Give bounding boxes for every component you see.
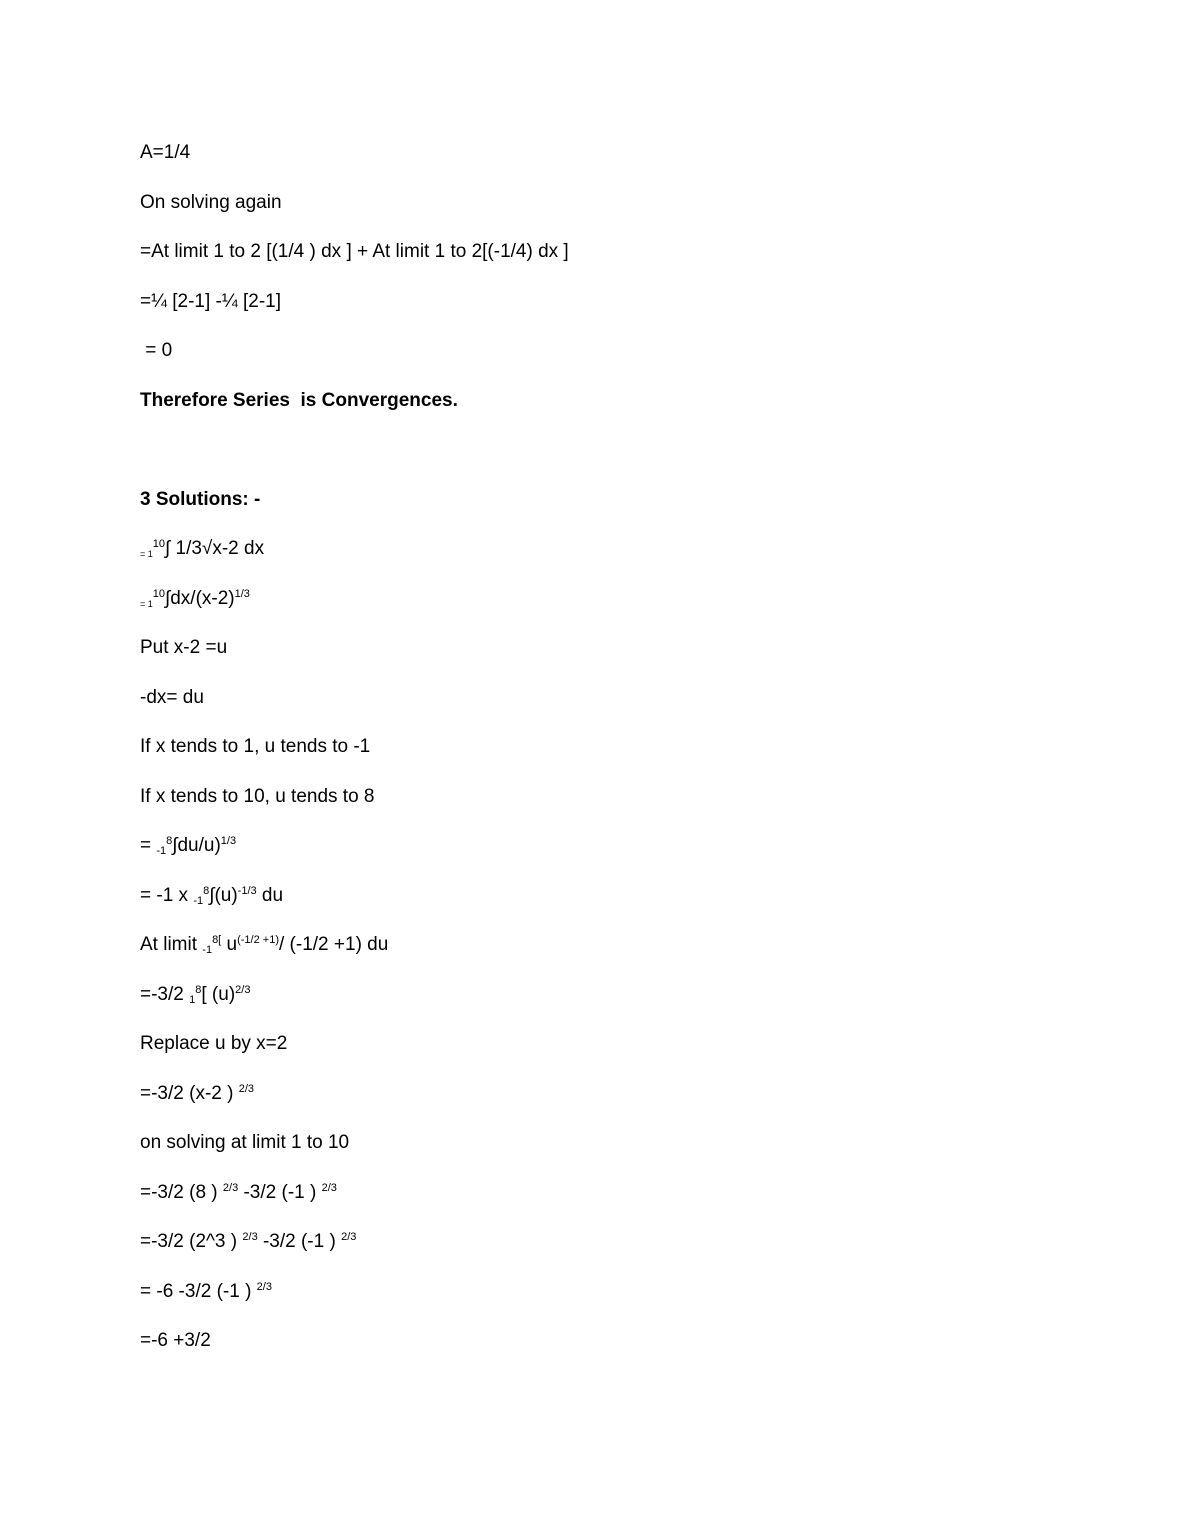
integral-expression: ∫(u) bbox=[209, 885, 238, 906]
exponent: 2/3 bbox=[242, 1231, 258, 1243]
equation-line bbox=[140, 1181, 337, 1205]
term: -3/2 (-1 ) bbox=[238, 1182, 322, 1203]
exponent: -1/3 bbox=[237, 885, 257, 897]
text-line: If x tends to 10, u tends to 8 bbox=[140, 786, 375, 807]
equation-line bbox=[140, 587, 250, 611]
base: [ (u) bbox=[201, 984, 236, 1005]
text-line: =At limit 1 to 2 [(1/4 ) dx ] + At limit 1 to 2[(-1/4) dx ] bbox=[140, 241, 569, 262]
base: =-3/2 (x-2 ) bbox=[140, 1083, 239, 1104]
term: -3/2 (-1 ) bbox=[257, 1231, 342, 1252]
suffix: / (-1/2 +1) du bbox=[279, 934, 389, 955]
term: =-3/2 (8 ) bbox=[140, 1182, 223, 1203]
upper-limit: 10 bbox=[152, 588, 166, 600]
exponent: 2/3 bbox=[256, 1281, 272, 1293]
equation-line bbox=[140, 834, 236, 858]
section-heading: 3 Solutions: - bbox=[140, 489, 261, 510]
equation-line bbox=[140, 983, 250, 1007]
prefix: = bbox=[140, 835, 157, 856]
term: =-3/2 (2^3 ) bbox=[140, 1231, 243, 1252]
text-line: =¼ [2-1] -¼ [2-1] bbox=[140, 291, 281, 312]
exponent: 1/3 bbox=[234, 588, 250, 600]
text-line: If x tends to 1, u tends to -1 bbox=[140, 736, 371, 757]
lower-limit: = 1 bbox=[140, 599, 153, 609]
equation-line bbox=[140, 1082, 254, 1106]
equation-line bbox=[140, 1280, 272, 1304]
upper-limit: 8 bbox=[166, 835, 173, 847]
term: = -6 -3/2 (-1 ) bbox=[140, 1281, 257, 1302]
prefix: =-3/2 bbox=[140, 984, 190, 1005]
exponent: 2/3 bbox=[222, 1182, 239, 1194]
prefix: At limit bbox=[140, 934, 203, 955]
integral-expression: ∫ 1/3√x-2 dx bbox=[165, 538, 265, 559]
text-line: on solving at limit 1 to 10 bbox=[140, 1132, 350, 1153]
conclusion-line: Therefore Series is Convergences. bbox=[140, 390, 458, 411]
exponent: 2/3 bbox=[235, 984, 251, 996]
integral-expression: ∫dx/(x-2) bbox=[165, 588, 235, 609]
equation-line bbox=[140, 537, 264, 561]
text-line: On solving again bbox=[140, 192, 282, 213]
upper-limit: 10 bbox=[152, 538, 166, 550]
equation-line bbox=[140, 933, 388, 957]
upper-limit: 8 bbox=[195, 984, 202, 996]
integral-expression: ∫du/u) bbox=[172, 835, 221, 856]
upper-limit: 8[ bbox=[212, 934, 222, 946]
lower-limit: -1 bbox=[202, 944, 213, 956]
text-line: = 0 bbox=[140, 340, 173, 361]
upper-limit: 8 bbox=[203, 885, 210, 897]
lower-limit: 1 bbox=[189, 994, 196, 1006]
equation-line bbox=[140, 1230, 356, 1254]
text-line: Put x-2 =u bbox=[140, 637, 228, 658]
exponent: (-1/2 +1) bbox=[237, 934, 279, 946]
suffix: du bbox=[256, 885, 284, 906]
exponent: 1/3 bbox=[220, 835, 237, 847]
exponent: 2/3 bbox=[341, 1231, 357, 1243]
exponent: 2/3 bbox=[321, 1182, 337, 1194]
lower-limit: = 1 bbox=[140, 549, 153, 559]
text-line: A=1/4 bbox=[140, 142, 191, 163]
exponent: 2/3 bbox=[238, 1083, 255, 1095]
lower-limit: -1 bbox=[156, 845, 167, 857]
text-line: Replace u by x=2 bbox=[140, 1033, 288, 1054]
lower-limit: -1 bbox=[193, 895, 204, 907]
equation-line bbox=[140, 884, 283, 908]
base: u bbox=[221, 934, 238, 955]
text-line: =-6 +3/2 bbox=[140, 1330, 211, 1351]
text-line: -dx= du bbox=[140, 687, 204, 708]
prefix: = -1 x bbox=[140, 885, 194, 906]
